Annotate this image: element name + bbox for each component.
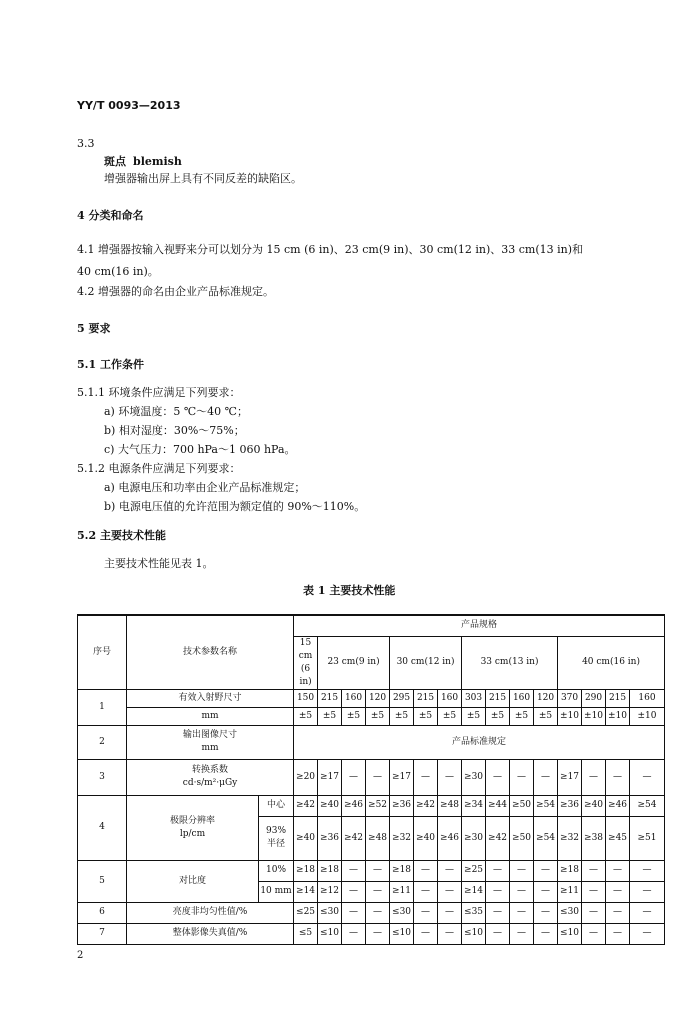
table-cell: ≤10 xyxy=(462,923,486,944)
clause-5-1-1: 5.1.1 环境条件应满足下列要求： xyxy=(77,386,241,399)
table-cell: ≥44 xyxy=(486,795,510,816)
table-cell: — xyxy=(630,881,665,902)
table-cell: ≥52 xyxy=(366,795,390,816)
table-cell: ≥30 xyxy=(462,759,486,795)
clause-5-2-text: 主要技术性能见表 1。 xyxy=(104,557,214,570)
clause-5-2: 5.2 主要技术性能 xyxy=(77,529,166,542)
table-cell: ≥14 xyxy=(462,881,486,902)
clause-4-2: 4.2 增强器的命名由企业产品标准规定。 xyxy=(77,285,274,298)
table-cell: ±10 xyxy=(582,707,606,725)
table-cell: ≤10 xyxy=(318,923,342,944)
table-cell: — xyxy=(510,902,534,923)
table-cell: ≤35 xyxy=(462,902,486,923)
table-cell: ≥42 xyxy=(486,816,510,860)
row5-sub-10mm: 10 mm xyxy=(259,881,294,902)
table-cell: ≤30 xyxy=(390,902,414,923)
table-cell: — xyxy=(630,902,665,923)
row3-no: 3 xyxy=(78,759,127,795)
table-cell: — xyxy=(630,860,665,881)
table-cell: — xyxy=(366,923,390,944)
table-cell: — xyxy=(366,860,390,881)
table-cell: — xyxy=(366,902,390,923)
table-cell: — xyxy=(534,860,558,881)
table-cell: ≥40 xyxy=(414,816,438,860)
table-cell: — xyxy=(606,860,630,881)
table-cell: ±10 xyxy=(606,707,630,725)
row4-no: 4 xyxy=(78,795,127,860)
table-cell: — xyxy=(582,881,606,902)
row6-name: 亮度非均匀性值/% xyxy=(127,902,294,923)
item-b-voltage-range: b) 电源电压值的允许范围为额定值的 90%～110%。 xyxy=(104,500,366,513)
table-cell: — xyxy=(414,860,438,881)
term-line xyxy=(104,155,182,169)
table-cell: — xyxy=(486,923,510,944)
clause-5-1-2: 5.1.2 电源条件应满足下列要求： xyxy=(77,462,241,475)
table-cell: ≥18 xyxy=(318,860,342,881)
table-cell: — xyxy=(414,759,438,795)
table-cell: ≥30 xyxy=(462,816,486,860)
row2-no: 2 xyxy=(78,725,127,759)
table-cell: 295 xyxy=(390,689,414,707)
header-40cm: 40 cm(16 in) xyxy=(558,636,665,689)
table-cell: ≥20 xyxy=(294,759,318,795)
table-cell: ≥17 xyxy=(318,759,342,795)
table-cell: — xyxy=(582,759,606,795)
header-15cm: 15 cm (6 in) xyxy=(294,636,318,689)
table-cell: ≥18 xyxy=(558,860,582,881)
table-cell: 160 xyxy=(438,689,462,707)
table-cell: — xyxy=(510,923,534,944)
table-cell: — xyxy=(510,759,534,795)
table-cell: — xyxy=(342,759,366,795)
table-cell: — xyxy=(606,923,630,944)
item-a-temperature: a) 环境温度：5 ℃～40 ℃； xyxy=(104,405,248,418)
row2-value: 产品标准规定 xyxy=(294,725,665,759)
table-cell: ≥36 xyxy=(390,795,414,816)
table-cell: ≥17 xyxy=(558,759,582,795)
table-cell: ±5 xyxy=(462,707,486,725)
table-cell: — xyxy=(630,923,665,944)
table-cell: ≥42 xyxy=(294,795,318,816)
table-cell: ≥40 xyxy=(294,816,318,860)
table-cell: — xyxy=(342,923,366,944)
table-cell: — xyxy=(438,881,462,902)
table-cell: — xyxy=(534,881,558,902)
table-cell: ≥42 xyxy=(342,816,366,860)
row1-no: 1 xyxy=(78,689,127,725)
row1-unit: mm xyxy=(127,707,294,725)
table-cell: ≥14 xyxy=(294,881,318,902)
table-cell: ≥18 xyxy=(390,860,414,881)
row6-no: 6 xyxy=(78,902,127,923)
table-cell: 215 xyxy=(318,689,342,707)
row2-name: 输出图像尺寸 mm xyxy=(127,725,294,759)
row1-name: 有效入射野尺寸 xyxy=(127,689,294,707)
table-cell: 160 xyxy=(342,689,366,707)
section-5-title: 5 要求 xyxy=(77,322,111,335)
table-cell: ≥42 xyxy=(414,795,438,816)
table-cell: ≥48 xyxy=(366,816,390,860)
table-cell: ≥32 xyxy=(558,816,582,860)
table-cell: ≥12 xyxy=(318,881,342,902)
term-zh: 斑点 xyxy=(104,155,126,168)
table-cell: — xyxy=(342,860,366,881)
table-cell: ≥48 xyxy=(438,795,462,816)
table-cell: 150 xyxy=(294,689,318,707)
table-cell: ≥32 xyxy=(390,816,414,860)
row4-sub-center: 中心 xyxy=(259,795,294,816)
table-cell: — xyxy=(438,860,462,881)
table-cell: ≥46 xyxy=(606,795,630,816)
section-3-3-number: 3.3 xyxy=(77,137,95,150)
table-cell: ≥46 xyxy=(438,816,462,860)
table-cell: — xyxy=(366,759,390,795)
row5-name: 对比度 xyxy=(127,860,259,902)
header-no: 序号 xyxy=(78,615,127,689)
table-cell: 215 xyxy=(606,689,630,707)
table-cell: 290 xyxy=(582,689,606,707)
table-cell: ±5 xyxy=(414,707,438,725)
table-cell: — xyxy=(606,902,630,923)
table-cell: 370 xyxy=(558,689,582,707)
table-cell: ±5 xyxy=(342,707,366,725)
table-cell: ≥34 xyxy=(462,795,486,816)
table-cell: ≥11 xyxy=(390,881,414,902)
table-cell: 160 xyxy=(630,689,665,707)
table-cell: ±5 xyxy=(318,707,342,725)
clause-4-1-line2: 40 cm(16 in)。 xyxy=(77,265,159,278)
table-cell: ≥50 xyxy=(510,795,534,816)
table-cell: — xyxy=(342,881,366,902)
table-cell: — xyxy=(414,923,438,944)
table-cell: — xyxy=(534,923,558,944)
table-cell: — xyxy=(606,881,630,902)
table-cell: 215 xyxy=(414,689,438,707)
clause-5-1: 5.1 工作条件 xyxy=(77,358,144,371)
table-cell: ≥25 xyxy=(462,860,486,881)
table-cell: ≥11 xyxy=(558,881,582,902)
table-cell: ≤10 xyxy=(558,923,582,944)
term-en: blemish xyxy=(133,155,182,168)
table-cell: — xyxy=(534,759,558,795)
table-cell: ≥40 xyxy=(582,795,606,816)
table-cell: 120 xyxy=(366,689,390,707)
header-spec: 产品规格 xyxy=(294,615,665,636)
table-cell: — xyxy=(510,860,534,881)
table-caption: 表 1 主要技术性能 xyxy=(303,584,396,597)
table-cell: ≥54 xyxy=(534,795,558,816)
table-cell: ±5 xyxy=(534,707,558,725)
table-cell: — xyxy=(486,902,510,923)
table-cell: ±5 xyxy=(438,707,462,725)
table-cell: 303 xyxy=(462,689,486,707)
table-cell: ≥18 xyxy=(294,860,318,881)
table-cell: — xyxy=(486,759,510,795)
table-cell: ≥36 xyxy=(558,795,582,816)
performance-table xyxy=(77,614,665,945)
row3-name: 转换系数 cd·s/m²·μGy xyxy=(127,759,294,795)
table-cell: — xyxy=(366,881,390,902)
table-cell: — xyxy=(510,881,534,902)
table-cell: — xyxy=(342,902,366,923)
table-cell: — xyxy=(438,923,462,944)
table-cell: 120 xyxy=(534,689,558,707)
table-cell: ±5 xyxy=(486,707,510,725)
row7-name: 整体影像失真值/% xyxy=(127,923,294,944)
table-cell: ±5 xyxy=(294,707,318,725)
row5-no: 5 xyxy=(78,860,127,902)
table-cell: ≤30 xyxy=(318,902,342,923)
table-cell: — xyxy=(414,881,438,902)
table-cell: ≤30 xyxy=(558,902,582,923)
table-cell: ≥50 xyxy=(510,816,534,860)
term-definition: 增强器输出屏上具有不同反差的缺陷区。 xyxy=(104,172,302,185)
header-33cm: 33 cm(13 in) xyxy=(462,636,558,689)
table-cell: ≥51 xyxy=(630,816,665,860)
table-cell: — xyxy=(414,902,438,923)
table-cell: — xyxy=(486,860,510,881)
table-cell: ≤25 xyxy=(294,902,318,923)
table-cell: ±10 xyxy=(558,707,582,725)
table-cell: ≤10 xyxy=(390,923,414,944)
table-cell: ≥54 xyxy=(534,816,558,860)
table-cell: ≥54 xyxy=(630,795,665,816)
page-number: 2 xyxy=(77,950,84,961)
row7-no: 7 xyxy=(78,923,127,944)
table-cell: — xyxy=(438,902,462,923)
table-cell: — xyxy=(582,902,606,923)
table-cell: ≥46 xyxy=(342,795,366,816)
table-cell: 215 xyxy=(486,689,510,707)
item-b-humidity: b) 相对湿度：30%～75%； xyxy=(104,424,245,437)
clause-4-1-line1: 4.1 增强器按输入视野来分可以划分为 15 cm (6 in)、23 cm(9 in)、30 cm(12 in)、33 cm(13 in)和 xyxy=(77,243,584,256)
table-cell: ±5 xyxy=(390,707,414,725)
table-cell: ≥17 xyxy=(390,759,414,795)
table-cell: ≥36 xyxy=(318,816,342,860)
table-cell: — xyxy=(582,860,606,881)
section-4-title: 4 分类和命名 xyxy=(77,209,144,222)
table-cell: — xyxy=(606,759,630,795)
table-cell: — xyxy=(438,759,462,795)
header-param: 技术参数名称 xyxy=(127,615,294,689)
table-cell: ≥38 xyxy=(582,816,606,860)
table-cell: — xyxy=(486,881,510,902)
table-cell: — xyxy=(582,923,606,944)
standard-header: YY/T 0093—2013 xyxy=(77,99,181,112)
table-cell: ±10 xyxy=(630,707,665,725)
table-cell: ±5 xyxy=(510,707,534,725)
table-cell: ≥40 xyxy=(318,795,342,816)
row4-name: 极限分辨率 lp/cm xyxy=(127,795,259,860)
header-23cm: 23 cm(9 in) xyxy=(318,636,390,689)
row4-sub-radius: 93% 半径 xyxy=(259,816,294,860)
table-cell: ≤5 xyxy=(294,923,318,944)
header-30cm: 30 cm(12 in) xyxy=(390,636,462,689)
table-cell: 160 xyxy=(510,689,534,707)
table-cell: — xyxy=(630,759,665,795)
table-cell: — xyxy=(534,902,558,923)
item-a-voltage: a) 电源电压和功率由企业产品标准规定； xyxy=(104,481,306,494)
table-cell: ≥45 xyxy=(606,816,630,860)
item-c-pressure: c) 大气压力：700 hPa～1 060 hPa。 xyxy=(104,443,296,456)
row5-sub-10pct: 10% xyxy=(259,860,294,881)
table-cell: ±5 xyxy=(366,707,390,725)
